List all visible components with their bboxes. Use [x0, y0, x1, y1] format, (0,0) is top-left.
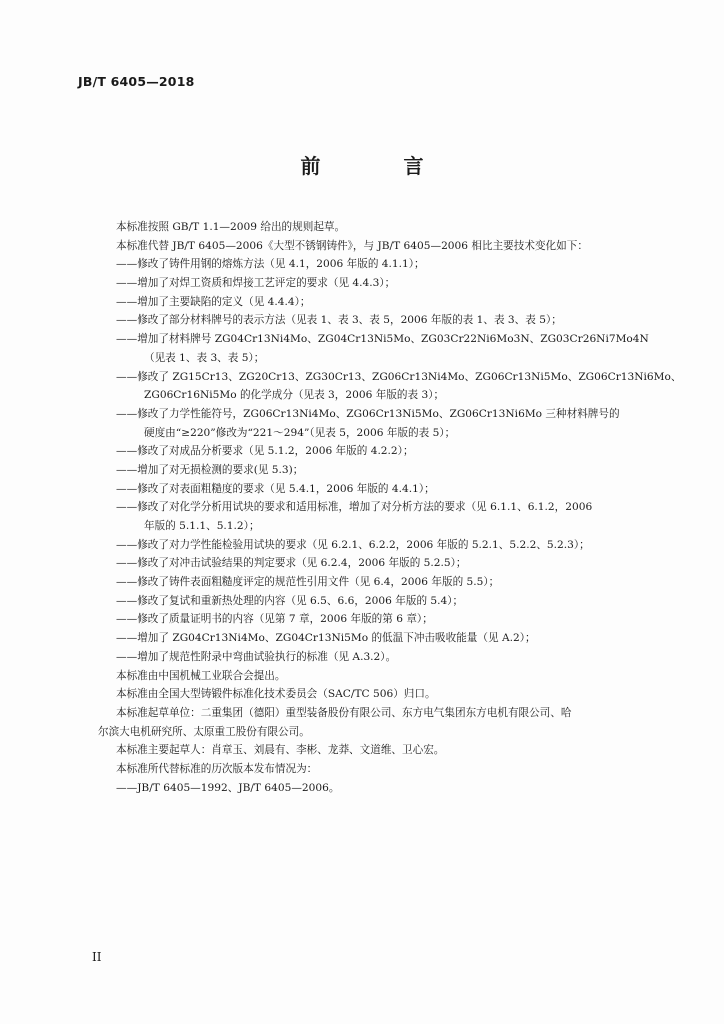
- paragraph-history-list: ——JB/T 6405—1992、JB/T 6405—2006。: [116, 781, 340, 794]
- paragraph-replaces: 本标准代替 JB/T 6405—2006《大型不锈钢铸件》，与 JB/T 6405—2006 相比主要技术变化如下：: [116, 239, 588, 252]
- change-item: ——修改了对表面粗糙度的要求（见 5.4.1，2006 年版的 4.4.1）；: [116, 482, 435, 495]
- paragraph-drafters: 本标准主要起草人：肖章玉、刘晨有、李彬、龙莽、文道维、卫心宏。: [116, 744, 445, 757]
- change-item: ——修改了对成品分析要求（见 5.1.2，2006 年版的 4.2.2）；: [116, 445, 414, 458]
- paragraph-history-intro: 本标准所代替标准的历次版本发布情况为：: [116, 762, 318, 775]
- change-item: ——增加了规范性附录中弯曲试验执行的标准（见 A.3.2）。: [116, 650, 397, 663]
- change-item: ——修改了部分材料牌号的表示方法（见表 1、表 3、表 5，2006 年版的表 1、表 3、表 5）；: [116, 314, 562, 327]
- change-item: ——增加了主要缺陷的定义（见 4.4.4）；: [116, 295, 311, 308]
- paragraph-under-jurisdiction: 本标准由全国大型铸锻件标准化技术委员会（SAC/TC 506）归口。: [116, 688, 436, 701]
- change-item: ——修改了铸件用钢的熔炼方法（见 4.1，2006 年版的 4.1.1）；: [116, 258, 425, 271]
- change-item: ——增加了材料牌号 ZG04Cr13Ni4Mo、ZG04Cr13Ni5Mo、ZG03Cr22Ni6Mo3N、ZG03Cr26Ni7Mo4N: [116, 333, 649, 346]
- change-item: ——修改了对化学分析用试块的要求和适用标准，增加了对分析方法的要求（见 6.1.1、6.1.2，2006: [116, 501, 593, 514]
- change-item: ——修改了力学性能符号，ZG06Cr13Ni4Mo、ZG06Cr13Ni5Mo、ZG06Cr13Ni6Mo 三种材料牌号的: [116, 407, 620, 420]
- change-item: ——增加了 ZG04Cr13Ni4Mo、ZG04Cr13Ni5Mo 的低温下冲击吸收能量（见 A.2）；: [116, 632, 536, 645]
- foreword-body: [98, 218, 682, 797]
- change-item: ——修改了对力学性能检验用试块的要求（见 6.2.1、6.2.2，2006 年版的 5.2.1、5.2.2、5.2.3）；: [116, 538, 590, 551]
- paragraph-drafting-units: 本标准起草单位：二重集团（德阳）重型装备股份有限公司、东方电气集团东方电机有限公司、哈: [116, 706, 572, 719]
- paragraph-drafting-units-continuation: 尔滨大电机研究所、太原重工股份有限公司。: [98, 725, 310, 738]
- change-item: ——增加了对焊工资质和焊接工艺评定的要求（见 4.4.3）；: [116, 277, 396, 290]
- change-item: ——修改了铸件表面粗糙度评定的规范性引用文件（见 6.4，2006 年版的 5.5）；: [116, 576, 500, 589]
- standard-number: JB/T 6405—2018: [78, 74, 195, 89]
- change-item-continuation: （见表 1、表 3、表 5）；: [144, 351, 265, 364]
- change-item-continuation: 年版的 5.1.1、5.1.2）；: [144, 520, 260, 532]
- change-item-continuation: ZG06Cr16Ni5Mo 的化学成分（见表 3，2006 年版的表 3）；: [144, 389, 445, 402]
- change-item: ——修改了对冲击试验结果的判定要求（见 6.2.4，2006 年版的 5.2.5）；: [116, 557, 467, 570]
- page-title: 前 言: [300, 154, 462, 178]
- change-item: ——增加了对无损检测的要求(见 5.3)；: [116, 463, 304, 476]
- paragraph-proposed-by: 本标准由中国机械工业联合会提出。: [116, 669, 286, 682]
- change-item: ——修改了 ZG15Cr13、ZG20Cr13、ZG30Cr13、ZG06Cr13Ni4Mo、ZG06Cr13Ni5Mo、ZG06Cr13Ni6Mo、: [116, 370, 682, 383]
- change-item: ——修改了质量证明书的内容（见第 7 章，2006 年版的第 6 章）；: [116, 613, 433, 626]
- page-number: II: [92, 950, 102, 964]
- change-item-continuation: 硬度由“≥220”修改为“221～294”（见表 5，2006 年版的表 5）；: [144, 426, 456, 439]
- change-item: ——修改了复试和重新热处理的内容（见 6.5、6.6，2006 年版的 5.4）；: [116, 594, 464, 607]
- paragraph-drafting-rules: 本标准按照 GB/T 1.1—2009 给出的规则起草。: [116, 221, 346, 233]
